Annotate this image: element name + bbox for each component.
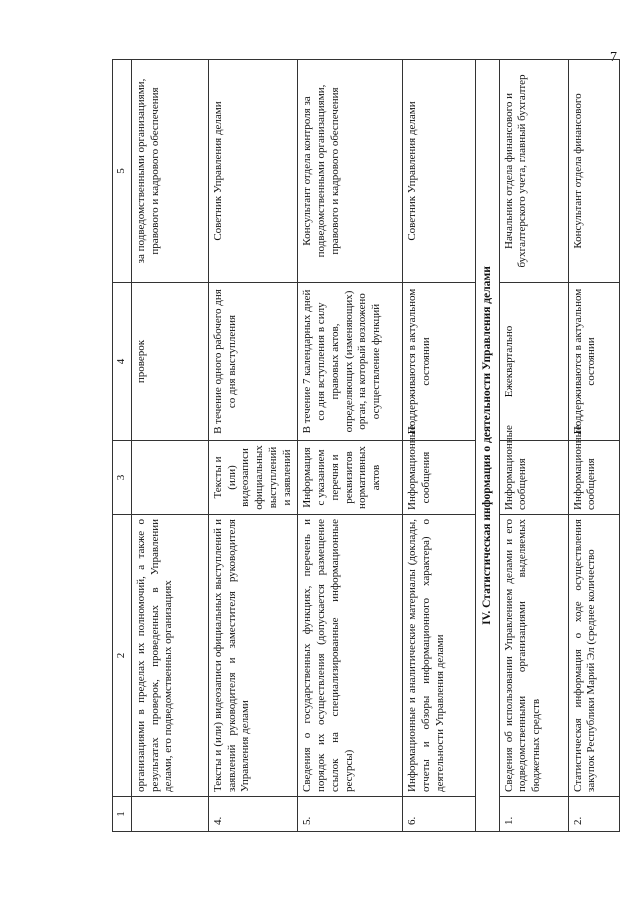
table-row: [568, 60, 619, 832]
responsible-cell: Консультант отдела финансового: [568, 60, 619, 283]
period-cell: В течение 7 календарных дней со дня вступления в силу правовых актов, определяющих (изменяющих) орган, на который возложено осуществление функций: [298, 283, 403, 441]
info-cell: Информационные и аналитические материалы (доклады, отчеты и обзоры информационного характера) о деятельности Управления делами: [403, 515, 476, 797]
section-title: IV. Статистическая информация о деятельности Управления делами: [476, 60, 499, 832]
table-row: [403, 60, 476, 832]
responsible-cell: Консультант отдела контроля за подведомственными организациями, правового и кадрового обеспечения: [298, 60, 403, 283]
column-number: 3: [113, 441, 132, 515]
row-number: 1.: [499, 797, 568, 832]
period-cell: Поддерживаются в актуальном состоянии: [568, 283, 619, 441]
rotated-landscape-page: [112, 60, 598, 832]
period-cell: Ежеквартально: [499, 283, 568, 441]
form-cell: Тексты и (или) видеозаписи официальных выступлений и заявлений: [208, 441, 298, 515]
form-cell: Информация с указанием перечня и реквизитов нормативных актов: [298, 441, 403, 515]
responsible-cell: за подведомственными организациями, правового и кадрового обеспечения: [131, 60, 208, 283]
page-number: 7: [610, 50, 617, 65]
section-header-row: [476, 60, 499, 832]
information-table: [112, 59, 620, 832]
row-number: 5.: [298, 797, 403, 832]
form-cell: Информационные сообщения: [499, 441, 568, 515]
form-cell: Информационные сообщения: [403, 441, 476, 515]
table-row: [499, 60, 568, 832]
row-number: 2.: [568, 797, 619, 832]
info-cell: Сведения об использовании Управлением делами и его подведомственными организациями выделяемых бюджетных средств: [499, 515, 568, 797]
info-cell: Статистическая информация о ходе осуществления закупок Республики Марий Эл (среднее количество: [568, 515, 619, 797]
row-number: 6.: [403, 797, 476, 832]
responsible-cell: Советник Управления делами: [208, 60, 298, 283]
column-number: 1: [113, 797, 132, 832]
info-cell: организациями в пределах их полномочий, а также о результатах проверок, проведенных в Управлении делами, его подведомственных организациях: [131, 515, 208, 797]
row-number: 4.: [208, 797, 298, 832]
column-number-header-row: [113, 60, 132, 832]
column-number: 5: [113, 60, 132, 283]
responsible-cell: Советник Управления делами: [403, 60, 476, 283]
form-cell: Информационные сообщения: [568, 441, 619, 515]
period-cell: В течение одного рабочего дня со дня выступления: [208, 283, 298, 441]
column-number: 2: [113, 515, 132, 797]
table-row: [298, 60, 403, 832]
column-number: 4: [113, 283, 132, 441]
info-cell: Тексты и (или) видеозаписи официальных выступлений и заявлений руководителя и заместителя руководителя Управления делами: [208, 515, 298, 797]
table-row: [131, 60, 208, 832]
form-cell: [131, 441, 208, 515]
period-cell: Поддерживаются в актуальном состоянии: [403, 283, 476, 441]
period-cell: проверок: [131, 283, 208, 441]
row-number: [131, 797, 208, 832]
table-row: [208, 60, 298, 832]
responsible-cell: Начальник отдела финансового и бухгалтерского учета, главный бухгалтер: [499, 60, 568, 283]
info-cell: Сведения о государственных функциях, перечень и порядок их осуществления (допускается размещение ссылок на специализированные информационные ресурсы): [298, 515, 403, 797]
